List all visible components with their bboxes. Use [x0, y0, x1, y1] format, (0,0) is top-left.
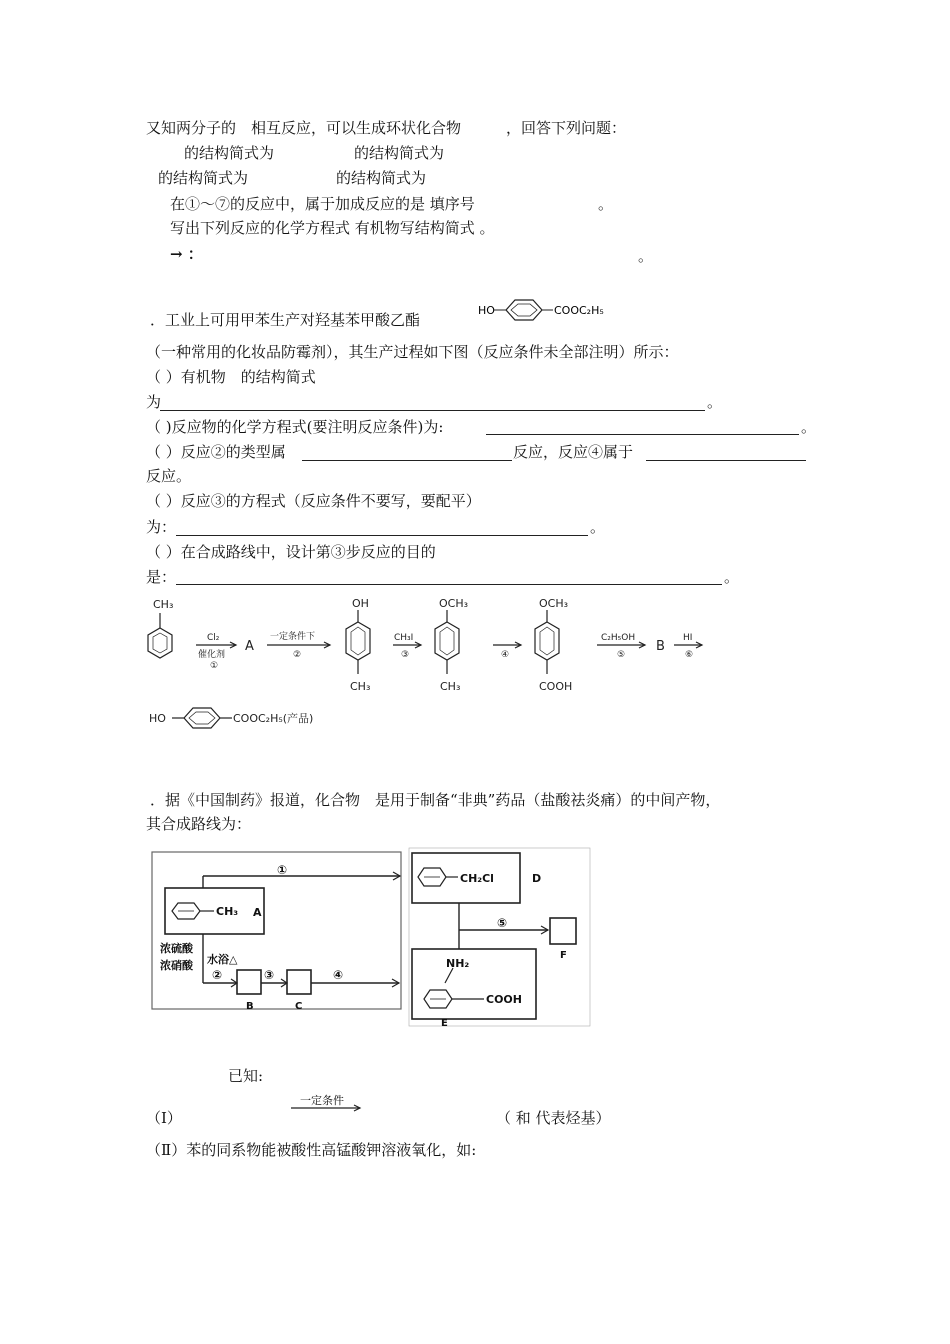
part1-q3: 写出下列反应的化学方程式 有机物写结构简式 。 — [170, 219, 495, 237]
part2-q1: （ ）有机物 的结构简式 — [146, 368, 316, 386]
acid-cooh-label: COOH — [539, 680, 573, 693]
part1-q1a: 的结构简式为 — [184, 144, 275, 162]
final-ho-label: HO — [149, 712, 166, 725]
box-a-label: A — [253, 906, 262, 919]
part2-q2-end: 。 — [801, 418, 817, 436]
box-e-label: E — [441, 1018, 448, 1029]
condition-label-2: 一定条件 — [300, 1094, 344, 1107]
box-a-ch3-label: CH₃ — [216, 905, 239, 918]
part2-intro: ．工业上可用甲苯生产对羟基苯甲酸乙酯 — [150, 311, 421, 329]
final-ester-label: COOC₂H₅(产品) — [233, 712, 314, 725]
route-4-label: ④ — [333, 968, 344, 982]
step-6-label: ⑥ — [685, 650, 694, 660]
part2-q5: （ ）在合成路线中，设计第③步反应的目的 — [146, 543, 436, 561]
route-5-label: ⑤ — [497, 916, 508, 930]
step-1-label: ① — [210, 661, 219, 671]
compound-a-label: A — [245, 639, 254, 654]
part1-q3-end: 。 — [638, 247, 654, 265]
condition-water-bath: 水浴△ — [207, 953, 238, 966]
reagent-catalyst: 催化剂 — [198, 650, 226, 660]
part2-intro2: （一种常用的化妆品防霉剂），其生产过程如下图（反应条件未全部注明）所示： — [146, 343, 679, 361]
part3-intro: ．据《中国制药》报道，化合物 是用于制备“非典”药品（盐酸祛炎痛）的中间产物， — [150, 791, 721, 809]
reagent-cl2: Cl₂ — [207, 633, 220, 643]
product-ester-label: COOC₂H₅ — [554, 304, 604, 317]
known-label: 已知: — [228, 1067, 264, 1085]
compound-b-label: B — [656, 639, 665, 654]
reagent-etoh: C₂H₅OH — [601, 633, 636, 643]
part1-q1c: 的结构简式为 — [158, 169, 249, 187]
step-3-label: ③ — [401, 650, 410, 660]
part2-q4-wei: 为： — [146, 518, 177, 536]
reagent-hno3: 浓硝酸 — [160, 959, 193, 972]
anisole-ch3-label: CH₃ — [440, 680, 461, 693]
known-i-label: （Ⅰ） — [146, 1109, 182, 1127]
route-3-label: ③ — [264, 968, 275, 982]
known-ii: （Ⅱ）苯的同系物能被酸性高锰酸钾溶液氧化，如: — [146, 1141, 477, 1159]
part2-q5-shi: 是： — [146, 568, 177, 586]
part2-q1-wei: 为 — [146, 393, 162, 411]
part2-q4-end: 。 — [590, 518, 606, 536]
box-b-label: B — [246, 1001, 254, 1012]
condition-label: 一定条件下 — [270, 632, 316, 642]
reagent-ch3i: CH₃I — [394, 633, 414, 643]
box-e-nh2-label: NH₂ — [446, 957, 470, 970]
reagent-hi: HI — [683, 633, 693, 643]
reagent-h2so4: 浓硫酸 — [160, 942, 193, 955]
route-2-label: ② — [212, 968, 223, 982]
box-c-label: C — [295, 1001, 303, 1012]
acid-och3-label: OCH₃ — [539, 597, 569, 610]
box-e-cooh-label: COOH — [486, 993, 522, 1006]
cresol-ch3-label: CH₃ — [350, 680, 371, 693]
part2-q3-mid: 反应，反应④属于 — [513, 443, 634, 461]
box-d-ch2cl-label: CH₂Cl — [460, 872, 494, 885]
part1-q1d: 的结构简式为 — [336, 169, 427, 187]
step-5-label: ⑤ — [617, 650, 626, 660]
part1-intro: 又知两分子的 相互反应，可以生成环状化合物 ，回答下列问题： — [146, 119, 627, 137]
part2-q3-tail: 反应。 — [146, 467, 192, 485]
anisole-och3-label: OCH₃ — [439, 597, 469, 610]
box-d-label: D — [532, 872, 542, 885]
part2-q5-end: 。 — [724, 568, 740, 586]
toluene-ch3-label: CH₃ — [153, 598, 174, 611]
part1-q1b: 的结构简式为 — [354, 144, 445, 162]
cresol-oh-label: OH — [352, 597, 369, 610]
box-f-label: F — [560, 950, 567, 961]
step-2-label: ② — [293, 650, 302, 660]
part2-q4: （ ）反应③的方程式（反应条件不要写，要配平） — [146, 492, 481, 510]
part3-intro2: 其合成路线为： — [146, 815, 252, 833]
route-1-label: ① — [277, 863, 288, 877]
part2-q3: （ ）反应②的类型属 — [146, 443, 286, 461]
part2-q1-end: 。 — [707, 393, 723, 411]
part2-q2: （ )反应物的化学方程式(要注明反应条件)为: — [146, 418, 444, 436]
part1-q3-arrow: → ： — [170, 245, 203, 263]
step-4-label: ④ — [501, 650, 510, 660]
known-i-note: （ 和 代表烃基） — [496, 1109, 611, 1127]
part1-q2-end: 。 — [598, 195, 614, 213]
product-ho-label: HO — [478, 304, 495, 317]
part1-q2: 在①～⑦的反应中，属于加成反应的是 填序号 — [170, 195, 475, 213]
